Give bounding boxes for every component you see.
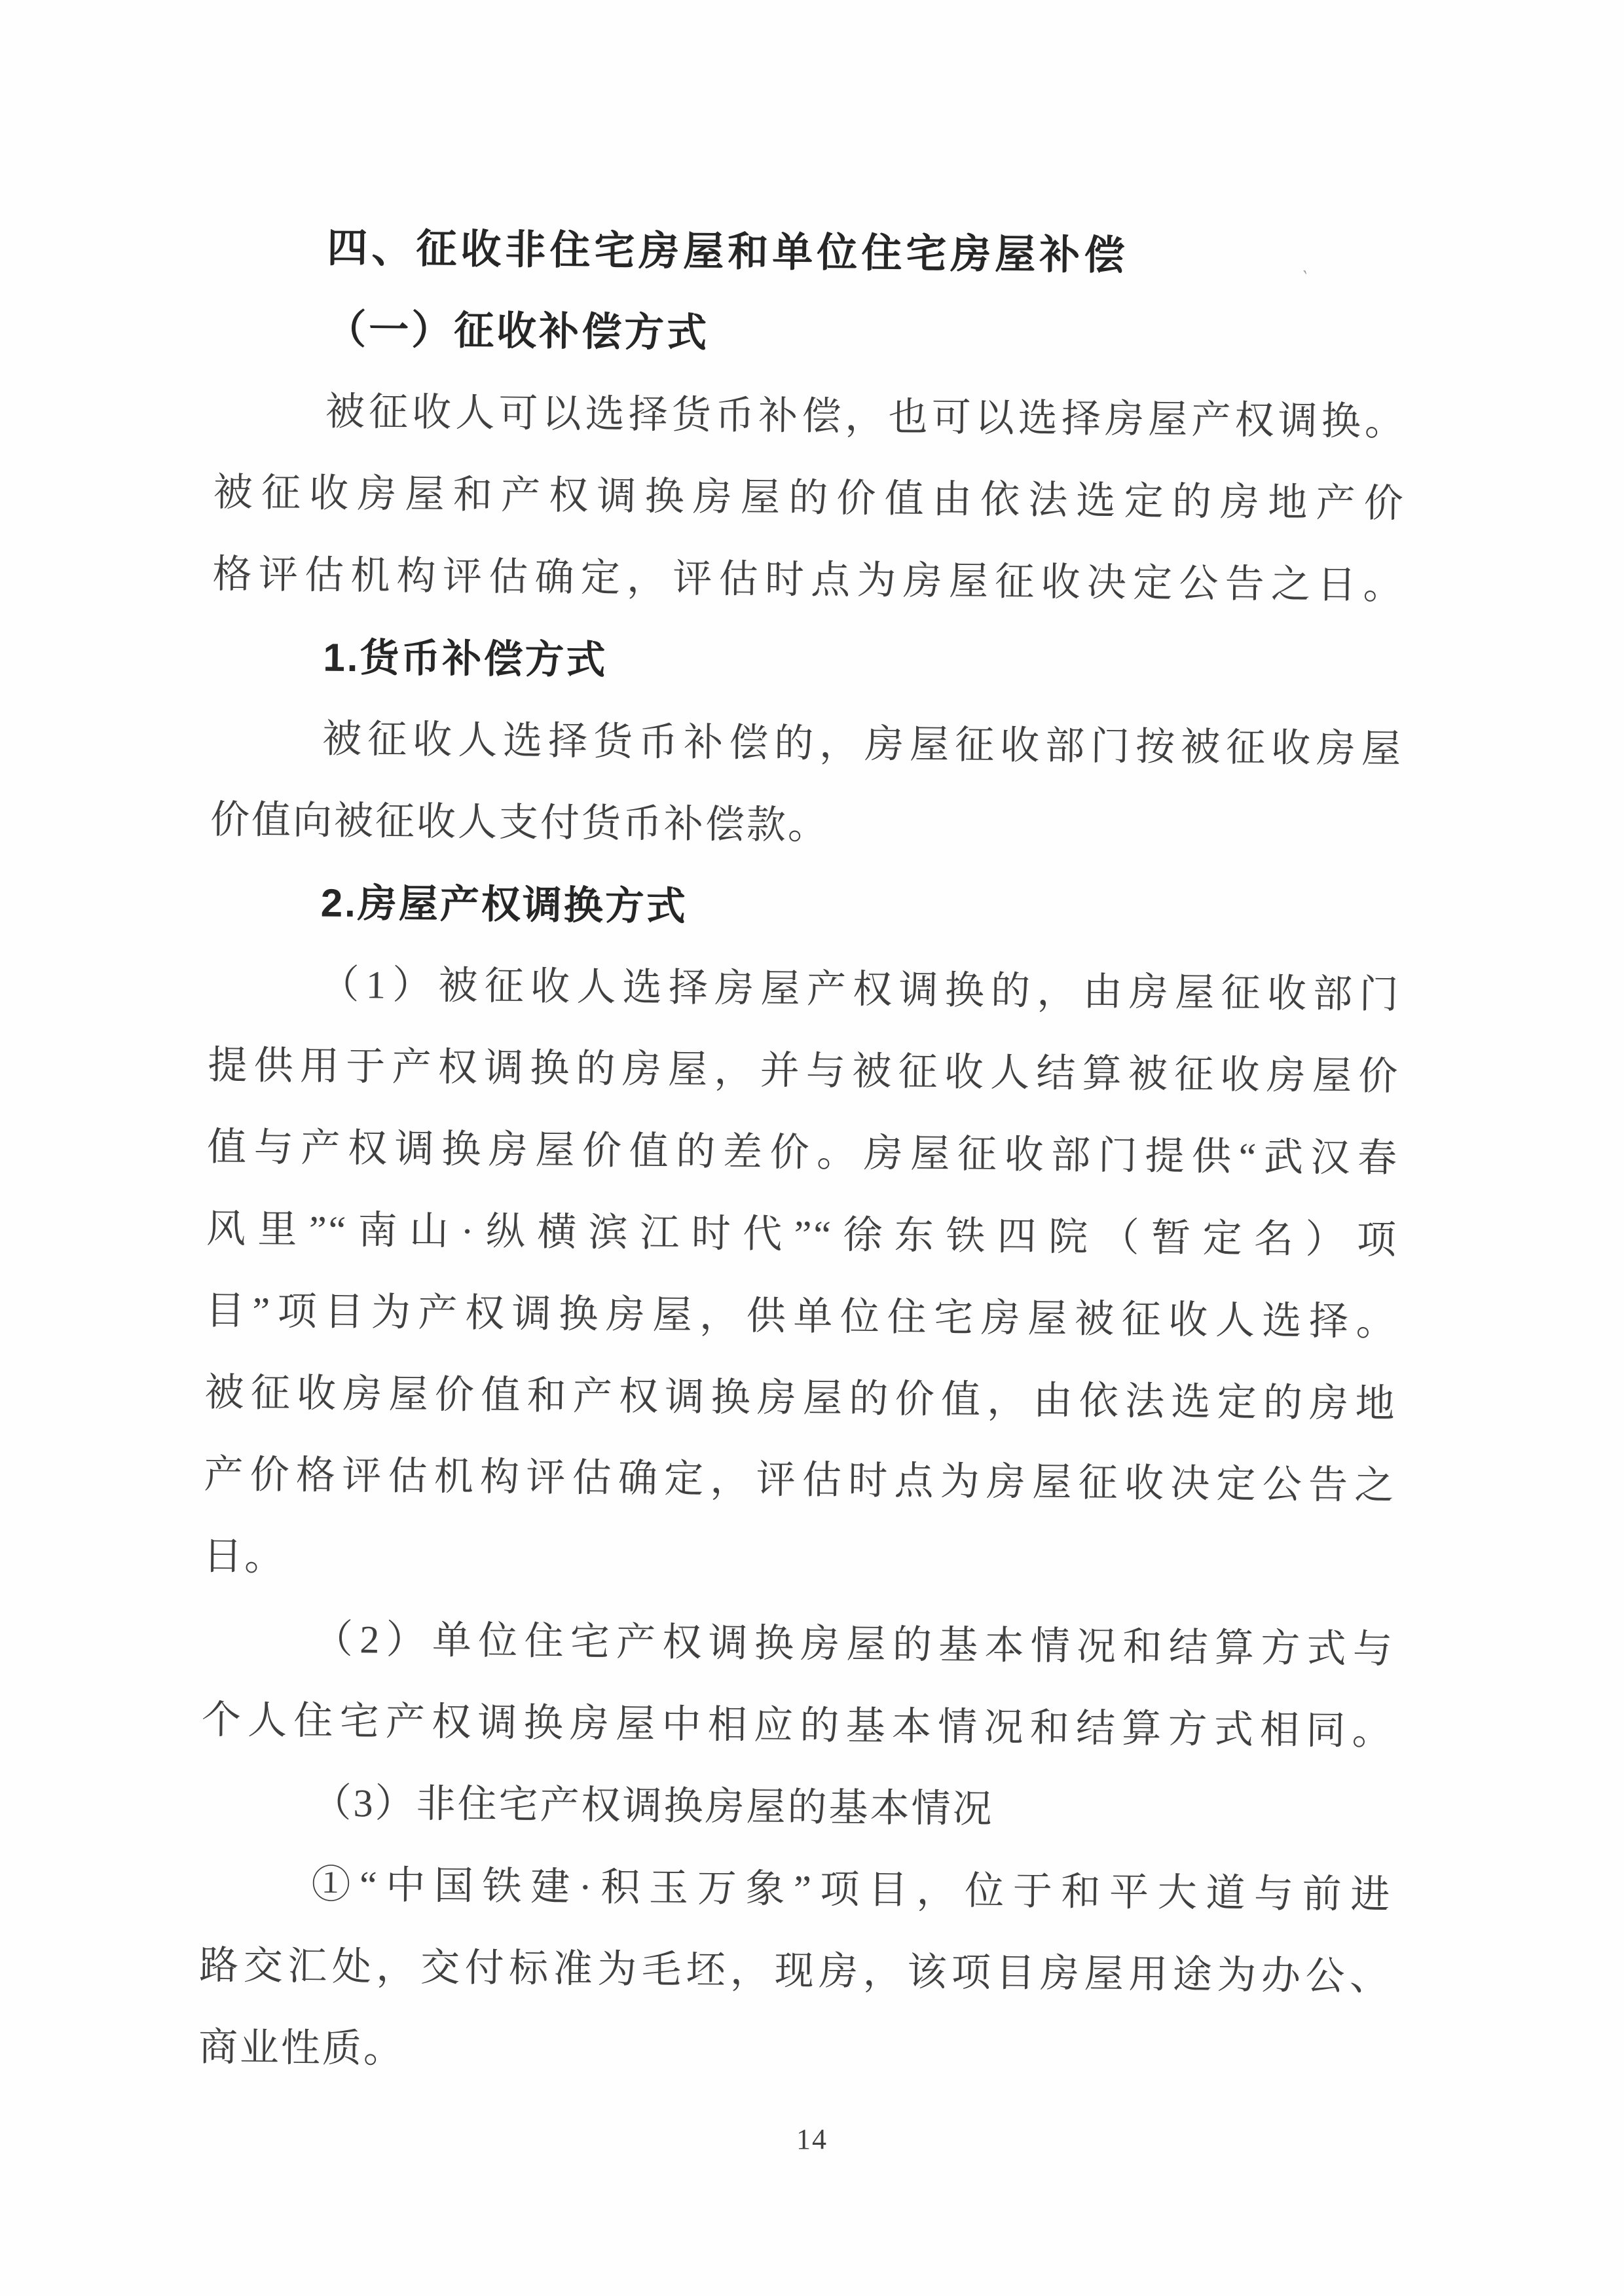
text-line: （1）被征收人选择房屋产权调换的，由房屋征收部门 <box>320 962 1401 1017</box>
text-line: 格评估机构评估确定，评估时点为房屋征收决定公告之日。 <box>212 552 1405 608</box>
text-line: 值与产权调换房屋价值的差价。房屋征收部门提供“武汉春 <box>206 1125 1399 1180</box>
text-line: 产价格评估机构评估确定，评估时点为房屋征收决定公告之 <box>204 1452 1396 1508</box>
heading-line: 四、征收非住宅房屋和单位住宅房屋补偿 <box>327 225 1129 279</box>
text-line: 被征收人选择货币补偿的，房屋征收部门按被征收房屋 <box>322 717 1403 771</box>
text-lines <box>198 206 1408 2100</box>
text-line: 提供用于产权调换的房屋，并与被征收人结算被征收房屋价 <box>208 1043 1400 1099</box>
text-line: ①“中国铁建·积玉万象”项目，位于和平大道与前进 <box>311 1863 1392 1917</box>
text-line: 被征收房屋和产权调换房屋的价值由依法选定的房地产价 <box>213 470 1406 526</box>
scan-artifact-mark: ˋ <box>1297 266 1310 289</box>
text-line: 价值向被征收人支付货币补偿款。 <box>210 797 830 848</box>
text-line: 目”项目为产权调换房屋，供单位住宅房屋被征收人选择。 <box>205 1288 1398 1344</box>
text-line: 路交汇处，交付标准为毛坯，现房，该项目房屋用途为办公、 <box>198 1943 1392 1999</box>
heading-line: （一）征收补偿方式 <box>325 308 710 356</box>
text-line: （3）非住宅产权调换房屋的基本情况 <box>312 1781 994 1831</box>
heading-line: 2.房屋产权调换方式 <box>320 881 688 928</box>
text-line: 被征收房屋价值和产权调换房屋的价值，由依法选定的房地 <box>204 1370 1397 1426</box>
text-line: 个人住宅产权调换房屋中相应的基本情况和结算方式相同。 <box>201 1698 1394 1753</box>
heading-line: 1.货币补偿方式 <box>323 635 608 682</box>
text-line: 被征收人可以选择货币补偿，也可以选择房屋产权调换。 <box>325 390 1407 444</box>
text-line: 日。 <box>202 1534 286 1579</box>
text-line: 商业性质。 <box>198 2025 405 2071</box>
text-line: 风里”“南山·纵横滨江时代”“徐东铁四院（暂定名）项 <box>206 1207 1399 1262</box>
page-number: 14 <box>796 2123 828 2155</box>
text-line: （2）单位住宅产权调换房屋的基本情况和结算方式与 <box>313 1617 1395 1671</box>
